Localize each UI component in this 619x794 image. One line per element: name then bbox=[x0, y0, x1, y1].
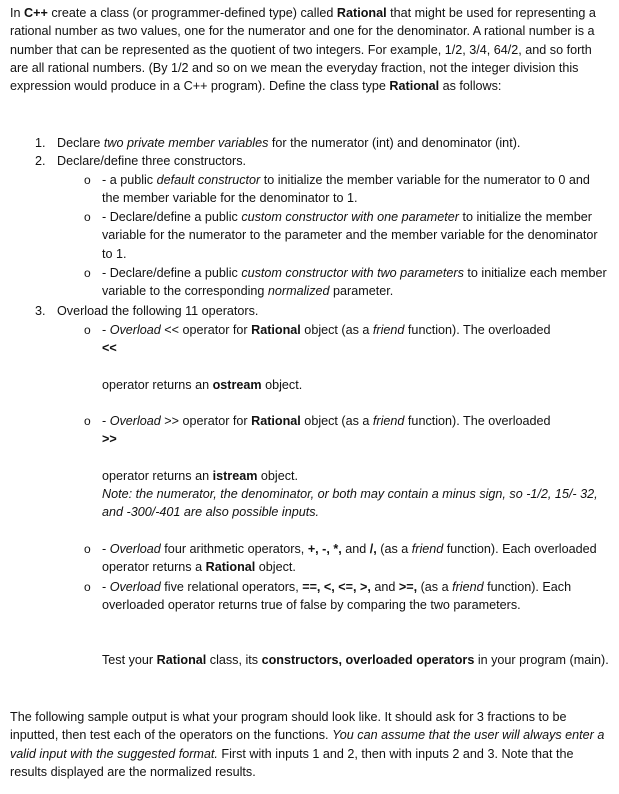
test-instructions: Test your Rational class, its constructors, overloaded operators in your program (main). bbox=[102, 653, 609, 667]
sub-item-input-operator: - Overload >> operator for Rational object (as a friend function). The overloaded >> operator returns an istream object. Note: the numerator, the denominator, or both may contain a minus sign, so -1/2, 15/- 32, and -300/-401 are also possible inputs. bbox=[102, 414, 598, 520]
list-item-text: Declare/define three constructors. bbox=[57, 154, 246, 168]
sample-output-paragraph: The following sample output is what your program should look like. It should ask for 3 fractions to be inputted, then test each of the operators on the functions. You can assume that the user will always enter a valid input with the suggested format. First with inputs 1 and 2, then with inputs 2 and 3. Note that the results displayed are the normalized results. bbox=[10, 710, 605, 779]
bullet-icon: o bbox=[84, 210, 91, 224]
sub-item-one-param-constructor: - Declare/define a public custom constructor with one parameter to initialize the member variable for the numerator to the parameter and the member variable for the denominator to 1. bbox=[102, 210, 598, 261]
bullet-icon: o bbox=[84, 266, 91, 280]
sub-item-output-operator: - Overload << operator for Rational object (as a friend function). The overloaded << operator returns an ostream object. bbox=[102, 323, 551, 392]
sub-item-default-constructor: - a public default constructor to initialize the member variable for the numerator to 0 and the member variable for the denominator to 1. bbox=[102, 173, 590, 206]
bullet-icon: o bbox=[84, 580, 91, 594]
intro-paragraph: In C++ create a class (or programmer-defined type) called Rational that might be used for representing a rational number as two values, one for the numerator and one for the denominator. A rational number is a number that can be represented as the quotient of two integers. For example, 1/2, 3/4, 64/2, and so forth are all rational numbers. (By 1/2 and so on we mean the everyday fraction, not the integer division this expression would produce in a C++ program). Define the class type Rational as follows: bbox=[10, 6, 596, 94]
bullet-icon: o bbox=[84, 542, 91, 556]
list-item-text: Overload the following 11 operators. bbox=[57, 304, 259, 318]
input-note: Note: the numerator, the denominator, or both may contain a minus sign, so -1/2, 15/- 32, and -300/-401 are also possible inputs. bbox=[102, 486, 598, 520]
list-number: 3. bbox=[35, 304, 46, 318]
list-number: 2. bbox=[35, 154, 46, 168]
bullet-icon: o bbox=[84, 414, 91, 428]
sub-item-two-param-constructor: - Declare/define a public custom constructor with two parameters to initialize each member variable to the corresponding normalized parameter. bbox=[102, 266, 607, 299]
sub-item-relational-operators: - Overload five relational operators, ==, <, <=, >, and >=, (as a friend function). Each overloaded operator returns true of false by comparing the two parameters. bbox=[102, 580, 572, 613]
bullet-icon: o bbox=[84, 173, 91, 187]
list-item-text: Declare two private member variables for the numerator (int) and denominator (int). bbox=[57, 136, 521, 150]
list-number: 1. bbox=[35, 136, 46, 150]
sub-item-arithmetic-operators: - Overload four arithmetic operators, +, -, *, and /, (as a friend function). Each overloaded operator returns a Rational object. bbox=[102, 542, 597, 575]
bullet-icon: o bbox=[84, 323, 91, 337]
